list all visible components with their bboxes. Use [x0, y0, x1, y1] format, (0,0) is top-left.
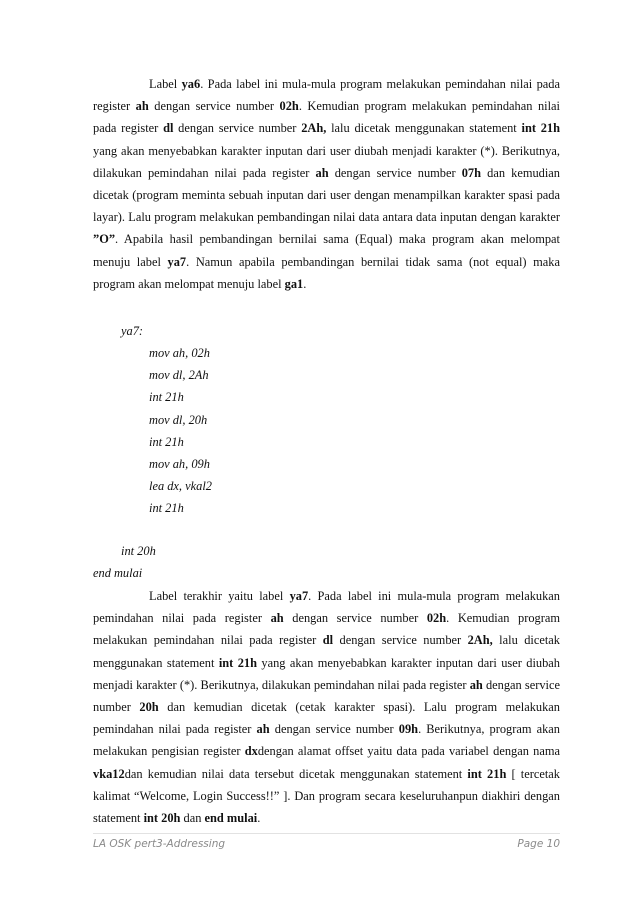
bold-term: ah	[135, 99, 149, 114]
code-line: mov ah, 02h	[149, 346, 210, 360]
text: yang akan menyebabkan karakter inputan dari user diubah menjadi karakter (*). Berikutnya, dilakukan pemindahan nilai pada register	[93, 655, 561, 692]
text: dengan service number	[173, 121, 302, 136]
bold-term: ya7	[167, 254, 187, 269]
text: . Kemudian program melakukan pemindahan nilai pada register	[93, 611, 561, 648]
footer-document-title: LA OSK pert3-Addressing	[93, 838, 226, 850]
code-line: mov ah, 09h	[149, 457, 210, 472]
bold-term: 07h	[461, 165, 482, 180]
code-label: ya7:	[121, 324, 144, 338]
bold-term: ah	[315, 165, 329, 180]
bold-term: int 21h	[521, 121, 561, 136]
text: dengan service number	[148, 99, 280, 114]
code-label-ya7	[121, 320, 143, 342]
bold-term: dl	[163, 121, 174, 136]
text: . Pada label ini mula-mula program melakukan pemindahan nilai pada register	[93, 589, 560, 626]
bold-term: vka12	[93, 766, 125, 781]
bold-term: 09h	[398, 722, 419, 737]
text: Label terakhir yaitu label	[149, 589, 290, 603]
text: .	[257, 811, 261, 826]
text: . Apabila hasil pembandingan bernilai sama (Equal) maka program akan melompat menuju label	[93, 232, 560, 269]
text: dengan service number	[283, 611, 427, 626]
bold-term: ah	[256, 722, 270, 737]
text: dan kemudian dicetak (cetak karakter spasi). Lalu program melakukan pemindahan nilai pada register	[93, 700, 560, 737]
paragraph-label-ya7	[93, 585, 560, 829]
text: dengan service number	[93, 677, 560, 715]
bold-term: int 21h	[218, 655, 257, 670]
bold-term: 02h	[279, 99, 299, 114]
text: dan	[180, 811, 205, 826]
text: . Kemudian program melakukan pemindahan nilai pada register	[93, 99, 560, 136]
bold-term: ya6	[181, 77, 201, 91]
text: Label	[149, 77, 182, 91]
text: . Namun apabila pembandingan bernilai tidak sama (not equal) maka program akan melompat menuju label	[93, 254, 560, 291]
bold-term: ga1	[284, 276, 304, 291]
code-block	[149, 342, 212, 520]
code-line: int 21h	[149, 390, 184, 405]
code-line: end mulai	[93, 566, 143, 580]
bold-term: ya7	[289, 589, 309, 603]
code-line: int 21h	[149, 501, 184, 516]
footer-page-number: Page 10	[517, 838, 560, 850]
bold-term: ah	[469, 677, 483, 692]
code-int20	[121, 540, 156, 562]
text: yang akan menyebabkan karakter inputan dari user diubah menjadi karakter (*). Berikutnya, dilakukan pemindahan nilai pada register	[93, 143, 560, 180]
bold-term: 2Ah,	[467, 633, 493, 648]
text: lalu dicetak menggunakan statement	[326, 121, 522, 136]
bold-term: dx	[244, 744, 258, 759]
text: dengan service number	[269, 722, 399, 737]
bold-term: 2Ah,	[301, 121, 327, 136]
paragraph-label-ya6	[93, 73, 560, 295]
text: dan kemudian dicetak (program meminta sebuah inputan dari user dengan menampilkan karakter spasi pada layar). Lalu program melakukan pembandingan nilai data antara data inputan dengan karakter	[93, 165, 560, 225]
bold-term: end mulai	[204, 811, 258, 826]
code-line: int 21h	[149, 434, 184, 449]
text: dengan alamat offset yaitu data pada variabel dengan nama	[257, 744, 560, 759]
bold-term: ah	[270, 611, 284, 626]
text: dengan service number	[328, 165, 462, 180]
bold-term: 20h	[139, 700, 159, 715]
text: .	[303, 276, 307, 291]
text: . Berikutnya, program akan melakukan pengisian register	[93, 722, 561, 759]
bold-term: int 20h	[143, 811, 181, 826]
bold-term: dl	[322, 633, 334, 648]
bold-term: int 21h	[467, 766, 507, 781]
code-line: int 20h	[121, 544, 156, 558]
footer-divider	[93, 833, 560, 834]
code-line: mov dl, 20h	[149, 412, 208, 427]
code-line: mov dl, 2Ah	[149, 368, 209, 383]
code-line: lea dx, vkal2	[149, 479, 212, 494]
bold-term: 02h	[426, 611, 447, 626]
bold-term: ”O”	[93, 232, 116, 247]
text: dengan service number	[333, 633, 468, 648]
text: dan kemudian nilai data tersebut dicetak menggunakan statement	[124, 766, 468, 781]
text: lalu dicetak menggunakan statement	[93, 633, 560, 670]
text: . Pada label ini mula-mula program melakukan pemindahan nilai pada register	[93, 77, 560, 114]
text: [ tercetak kalimat “Welcome, Login Success!!” ]. Dan program secara keseluruhanpun diakhiri dengan statement	[93, 766, 561, 826]
code-end	[93, 562, 142, 584]
